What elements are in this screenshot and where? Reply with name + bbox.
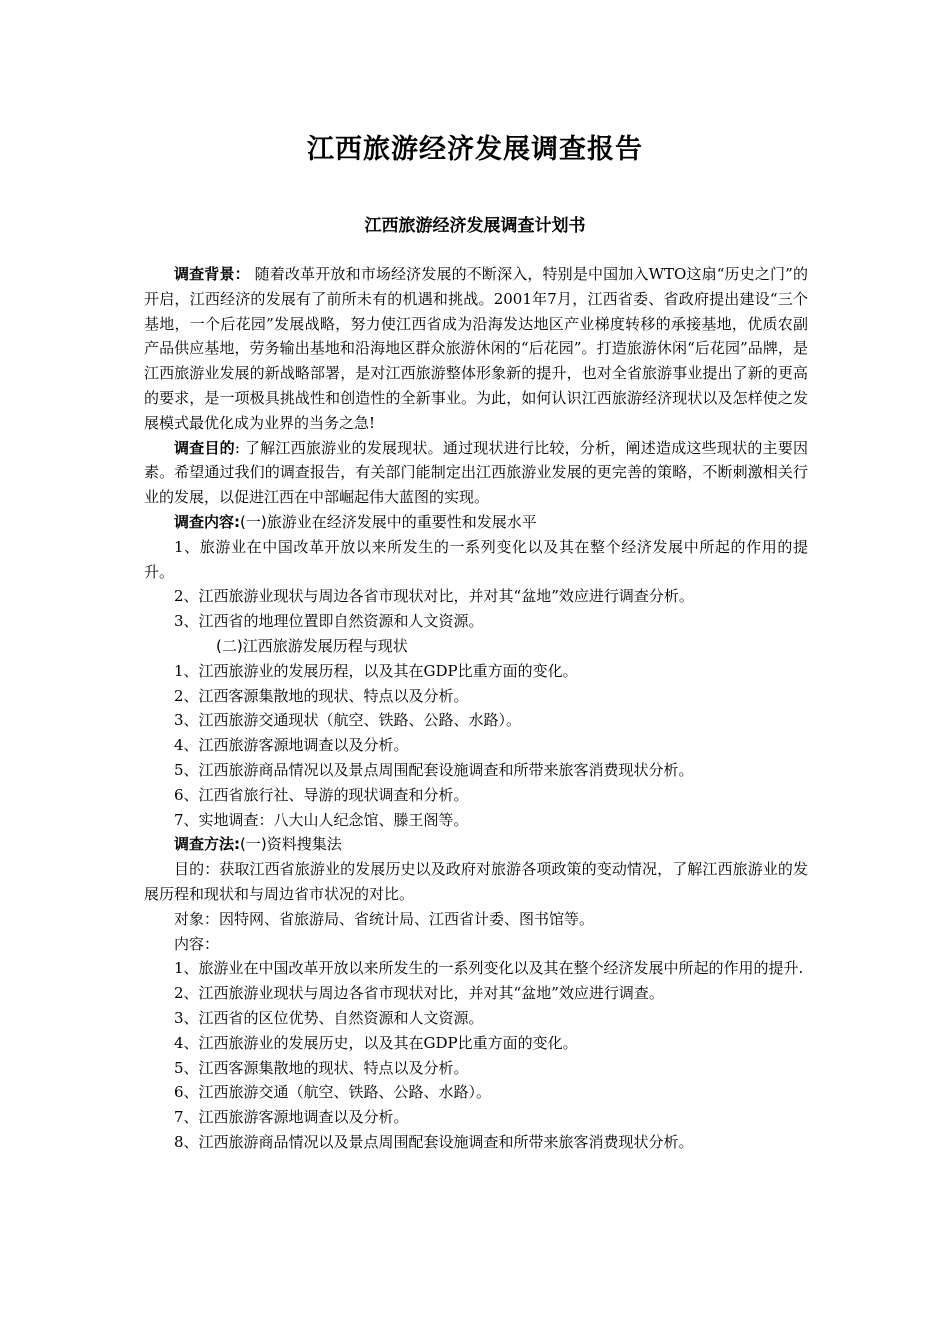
method-title: 资料搜集法 bbox=[266, 835, 342, 854]
method-item: 7、江西旅游客源地调查以及分析。 bbox=[174, 1108, 409, 1127]
content-section2-title: 江西旅游发展历程与现状 bbox=[242, 636, 408, 655]
document-title: 江西旅游经济发展调查报告 bbox=[307, 134, 643, 165]
document-body bbox=[144, 262, 808, 1155]
method-item: 6、江西旅游交通（航空、铁路、公路、水路）。 bbox=[174, 1083, 492, 1102]
method-marker: (一) bbox=[240, 835, 267, 854]
content-section2-heading bbox=[144, 634, 808, 659]
content-item: 1、江西旅游业的发展历程，以及其在GDP比重方面的变化。 bbox=[174, 661, 578, 680]
method-item: 2、江西旅游业现状与周边各省市现状对比，并对其“盆地”效应进行调查。 bbox=[174, 984, 664, 1003]
method-label: 调查方法: bbox=[174, 835, 240, 854]
content-item: 2、江西客源集散地的现状、特点以及分析。 bbox=[174, 686, 469, 705]
method-target: 对象：因特网、省旅游局、省统计局、江西省计委、图书馆等。 bbox=[174, 909, 595, 928]
background-text: 随着改革开放和市场经济发展的不断深入，特别是中国加入WTO这扇“历史之门”的开启，江西经济的发展有了前所未有的机遇和挑战。2001年7月，江西省委、省政府提出建设“三个基地，一个后花园”发展战略，努力使江西省成为沿海发达地区产业梯度转移的承接基地，优质农副产品供应基地，劳务输出基地和沿海地区群众旅游休闲的“后花园”。打造旅游休闲“后花园”品牌，是江西旅游业发展的新战略部署，是对江西旅游整体形象新的提升，也对全省旅游事业提出了新的更高的要求，是一项极具挑战性和创造性的全新事业。为此，如何认识江西旅游经济现状以及怎样使之发展模式最优化成为业界的当务之急! bbox=[144, 265, 808, 432]
background-label: 调查背景： bbox=[174, 265, 250, 283]
content-item: 5、江西旅游商品情况以及景点周围配套设施调查和所带来旅客消费现状分析。 bbox=[174, 760, 694, 779]
content-heading bbox=[144, 510, 808, 535]
content-item: 7、实地调查：八大山人纪念馆、滕王阁等。 bbox=[174, 810, 469, 829]
method-item: 3、江西省的区位优势、自然资源和人文资源。 bbox=[174, 1008, 484, 1027]
method-item: 5、江西客源集散地的现状、特点以及分析。 bbox=[174, 1058, 469, 1077]
purpose-text: : 了解江西旅游业的发展现状。通过现状进行比较，分析，阐述造成这些现状的主要因素。希望通过我们的调查报告，有关部门能制定出江西旅游业发展的更完善的策略，不断刺激相关行业的发展，以促进江西在中部崛起伟大蓝图的实现。 bbox=[144, 438, 808, 507]
content-label: 调查内容: bbox=[174, 512, 240, 531]
content-section1-marker: (一) bbox=[240, 512, 267, 531]
document-subtitle: 江西旅游经济发展调查计划书 bbox=[364, 216, 586, 236]
content-section1-title: 旅游业在经济发展中的重要性和发展水平 bbox=[266, 512, 537, 531]
method-goal: 目的：获取江西省旅游业的发展历史以及政府对旅游各项政策的变动情况，了解江西旅游业的发展历程和现状和与周边省市状况的对比。 bbox=[144, 860, 808, 903]
method-content-label: 内容： bbox=[174, 934, 220, 953]
content-item: 2、江西旅游业现状与周边各省市现状对比，并对其“盆地”效应进行调查分析。 bbox=[174, 587, 694, 606]
content-section2-marker: (二) bbox=[216, 636, 243, 655]
content-item: 4、江西旅游客源地调查以及分析。 bbox=[174, 736, 409, 755]
method-item: 8、江西旅游商品情况以及景点周围配套设施调查和所带来旅客消费现状分析。 bbox=[174, 1132, 694, 1151]
content-item: 6、江西省旅行社、导游的现状调查和分析。 bbox=[174, 785, 469, 804]
method-item: 1、旅游业在中国改革开放以来所发生的一系列变化以及其在整个经济发展中所起的作用的提升. bbox=[174, 959, 804, 978]
method-heading bbox=[144, 832, 808, 857]
content-item: 3、江西省的地理位置即自然资源和人文资源。 bbox=[174, 612, 484, 631]
purpose-paragraph bbox=[144, 436, 808, 510]
background-paragraph bbox=[144, 262, 808, 436]
method-item: 4、江西旅游业的发展历史，以及其在GDP比重方面的变化。 bbox=[174, 1033, 578, 1052]
content-item: 3、江西旅游交通现状（航空、铁路、公路、水路）。 bbox=[174, 711, 522, 730]
content-item: 1、旅游业在中国改革开放以来所发生的一系列变化以及其在整个经济发展中所起的作用的提升。 bbox=[144, 537, 808, 581]
purpose-label: 调查目的 bbox=[174, 438, 235, 457]
